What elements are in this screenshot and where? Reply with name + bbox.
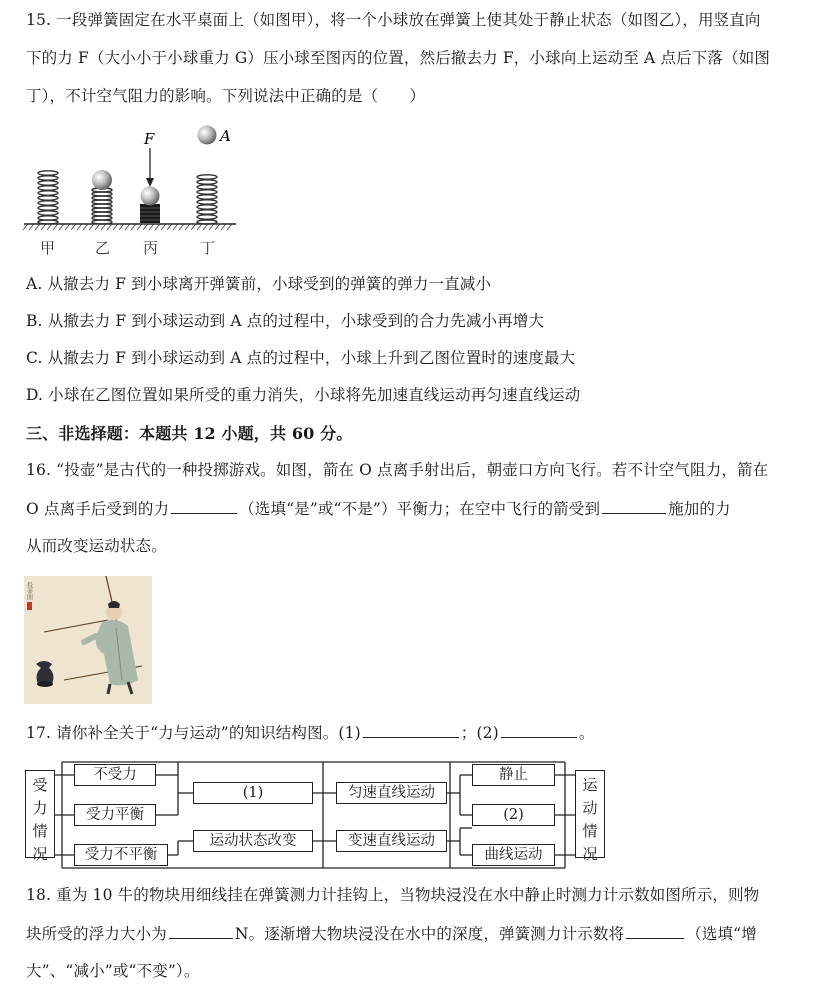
box-motion-state-change: 运动状态改变	[193, 830, 313, 852]
right-title-char-1: 运	[582, 776, 598, 794]
box-blank-1: (1)	[193, 782, 313, 804]
q18-line-2	[26, 923, 757, 944]
box-curvilinear: 曲线运动	[472, 844, 555, 866]
box-unbalanced-force: 受力不平衡	[74, 844, 168, 866]
box-variable-linear: 变速直线运动	[336, 830, 447, 852]
box-no-force: 不受力	[74, 764, 156, 786]
box-rest: 静止	[472, 764, 555, 786]
box-balanced-force: 受力平衡	[74, 804, 156, 826]
option-a: A. 从撤去力 F 到小球离开弹簧前，小球受到的弹簧的弹力一直减小	[26, 275, 492, 293]
q18-blank-1[interactable]	[169, 923, 233, 939]
caption-yi: 乙	[95, 239, 111, 257]
section-heading: 三、非选择题：本题共 12 小题，共 60 分。	[26, 424, 353, 443]
left-title-char-4: 况	[32, 845, 48, 863]
point-a-label: A	[220, 127, 231, 145]
force-label: F	[144, 130, 155, 148]
q18-blank-2[interactable]	[626, 923, 684, 939]
q18-line-3: 大”、“减小”或“不变”）。	[26, 962, 200, 980]
option-b: B. 从撤去力 F 到小球运动到 A 点的过程中，小球受到的合力先减小再增大	[26, 312, 545, 330]
q18-line-1: 18. 重为 10 牛的物块用细线挂在弹簧测力计挂钩上，当物块浸没在水中静止时测力计示数如图所示，则物	[26, 886, 760, 904]
right-title-char-4: 况	[582, 845, 598, 863]
caption-bing: 丙	[143, 239, 159, 257]
left-title-char-1: 受	[32, 776, 48, 794]
option-d: D. 小球在乙图位置如果所受的重力消失，小球将先加速直线运动再匀速直线运动	[26, 386, 581, 404]
option-c: C. 从撤去力 F 到小球运动到 A 点的过程中，小球上升到乙图位置时的速度最大	[26, 349, 576, 367]
q18-line-2-a: 块所受的浮力大小为	[26, 925, 167, 943]
q15-line-2: 下的力 F（大小小于小球重力 G）压小球至图丙的位置，然后撤去力 F，小球向上运动至 A 点后下落（如图	[26, 49, 771, 67]
q15-line-3: 丁），不计空气阻力的影响。下列说法中正确的是（ ）	[26, 87, 426, 105]
q17-end: 。	[578, 724, 595, 742]
q15-line-1: 15. 一段弹簧固定在水平桌面上（如图甲），将一个小球放在弹簧上使其处于静止状态（如图乙），用竖直向	[26, 11, 761, 29]
q16-line-2-a: O 点离手后受到的力	[26, 500, 170, 518]
box-blank-2: (2)	[472, 804, 555, 826]
q16-line-2-b: （选填“是”或“不是”）平衡力；在空中飞行的箭受到	[239, 500, 601, 518]
q17-lead: 17. 请你补全关于“力与运动”的知识结构图。(1)	[26, 724, 361, 742]
q16-line-2-c: 施加的力	[668, 500, 731, 518]
left-title-char-3: 情	[32, 822, 48, 840]
left-title-char-2: 力	[32, 799, 48, 817]
box-uniform-linear: 匀速直线运动	[336, 782, 447, 804]
right-title-char-3: 情	[582, 822, 598, 840]
caption-jia: 甲	[40, 239, 56, 257]
caption-ding: 丁	[200, 239, 216, 257]
q16-line-3: 从而改变运动状态。	[26, 537, 167, 555]
q18-line-2-c: （选填“增	[686, 925, 757, 943]
q16-line-1: 16. “投壶”是古代的一种投掷游戏。如图，箭在 O 点离手射出后，朝壶口方向飞行。若不计空气阻力，箭在	[26, 461, 769, 479]
q17-mid: ；(2)	[460, 724, 499, 742]
force-situation-label	[25, 770, 55, 863]
right-title-char-2: 动	[582, 799, 598, 817]
painting-inscription: 投壶图	[25, 582, 33, 600]
motion-situation-label	[575, 770, 605, 863]
q18-line-2-b: N。逐渐增大物块浸没在水中的深度，弹簧测力计示数将	[234, 925, 625, 943]
